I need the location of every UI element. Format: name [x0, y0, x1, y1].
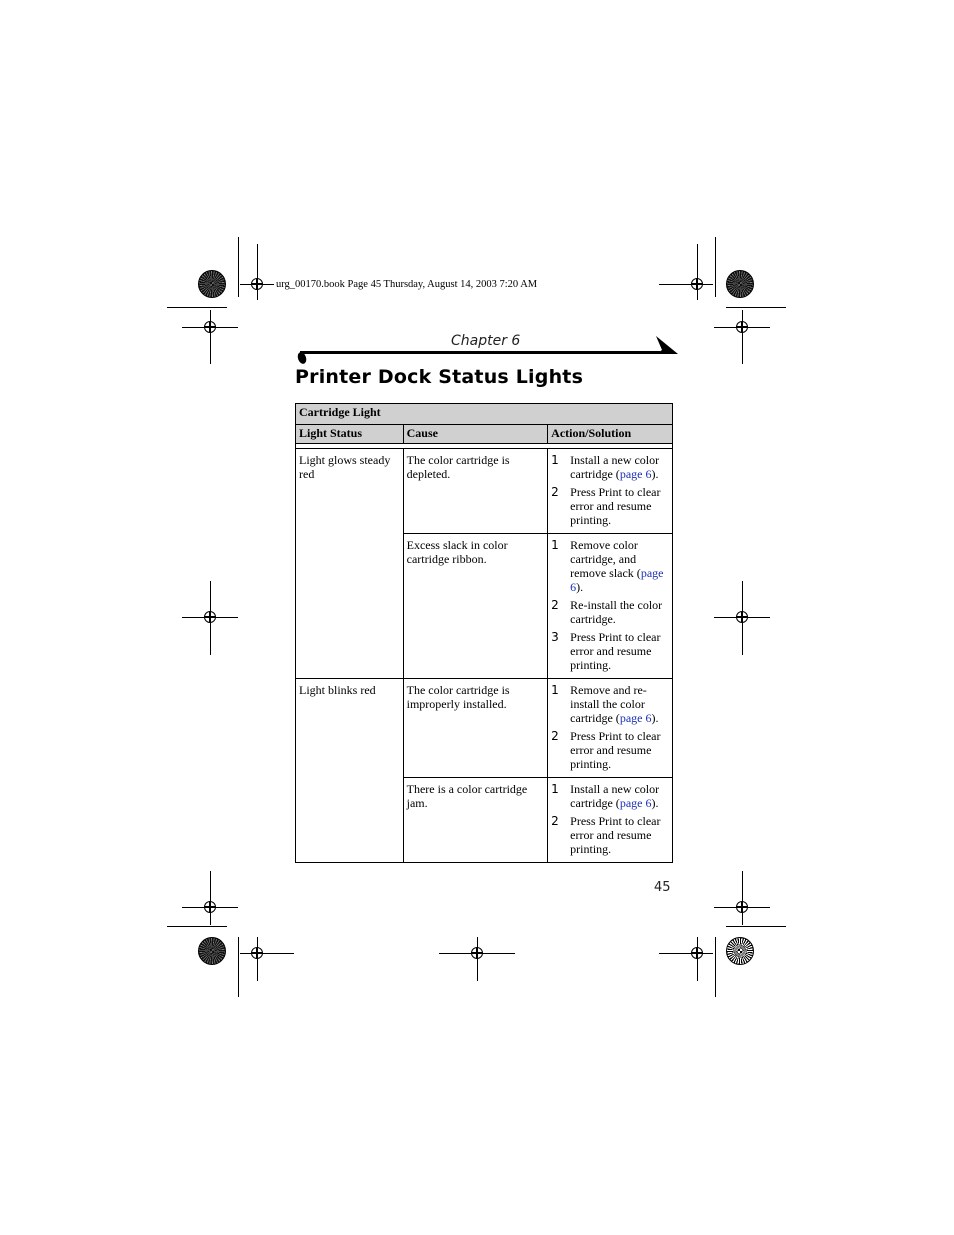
step-number: 2 [551, 598, 559, 612]
step-number: 1 [551, 538, 559, 552]
step-text: Press Print to clear error and resume printing. [570, 485, 661, 527]
list-item [551, 683, 669, 725]
list-item [551, 814, 669, 856]
step-text: Press Print to clear error and resume printing. [570, 814, 661, 856]
chapter-rule [300, 351, 660, 354]
step-number: 2 [551, 729, 559, 743]
status-table [295, 403, 673, 863]
column-header: Light Status [296, 425, 404, 444]
print-slug: urg_00170.book Page 45 Thursday, August 14, 2003 7:20 AM [276, 279, 538, 290]
step-text-end: ). [651, 796, 659, 810]
table-row [296, 449, 673, 534]
table-header-row [296, 425, 673, 444]
page-link[interactable]: page 6 [619, 467, 652, 481]
step-text: Re-install the color cartridge. [570, 598, 663, 626]
list-item [551, 782, 669, 810]
page-number: 45 [654, 880, 671, 895]
list-item [551, 630, 669, 672]
step-number: 2 [551, 485, 559, 499]
page-title: Printer Dock Status Lights [295, 366, 584, 388]
list-item [551, 598, 669, 626]
column-header: Action/Solution [548, 425, 673, 444]
list-item [551, 485, 669, 527]
cause-cell: The color cartridge is depleted. [403, 449, 548, 534]
star-target-icon [198, 937, 226, 965]
step-text: Remove and re-install the color cartridge ( [570, 683, 647, 725]
step-text-end: ). [576, 580, 584, 594]
step-text-end: ). [651, 467, 659, 481]
step-text-end: ). [651, 711, 659, 725]
list-item [551, 453, 669, 481]
chapter-label: Chapter 6 [451, 333, 521, 349]
step-text: Press Print to clear error and resume printing. [570, 630, 661, 672]
step-text: Remove color cartridge, and remove slack ( [570, 538, 641, 580]
column-header: Cause [403, 425, 548, 444]
cause-cell: There is a color cartridge jam. [403, 778, 548, 863]
action-cell [548, 534, 673, 679]
action-cell [548, 449, 673, 534]
light-status-cell: Light glows steady red [296, 449, 404, 679]
table-title: Cartridge Light [296, 404, 673, 425]
table-row [296, 679, 673, 778]
list-item [551, 729, 669, 771]
action-cell [548, 778, 673, 863]
step-text: Install a new color cartridge ( [570, 782, 660, 810]
list-item [551, 538, 669, 594]
cause-cell: The color cartridge is improperly installed. [403, 679, 548, 778]
cause-cell: Excess slack in color cartridge ribbon. [403, 534, 548, 679]
light-status-cell: Light blinks red [296, 679, 404, 863]
action-cell [548, 679, 673, 778]
step-number: 1 [551, 453, 559, 467]
star-target-icon [726, 937, 754, 965]
step-number: 1 [551, 683, 559, 697]
step-number: 2 [551, 814, 559, 828]
page-link[interactable]: page 6 [619, 711, 652, 725]
step-number: 1 [551, 782, 559, 796]
table-title-row [296, 404, 673, 425]
step-text: Install a new color cartridge ( [570, 453, 660, 481]
star-target-icon [726, 270, 754, 298]
star-target-icon [198, 270, 226, 298]
rule-arrow-icon [656, 336, 678, 356]
step-text: Press Print to clear error and resume printing. [570, 729, 661, 771]
page-link[interactable]: page 6 [619, 796, 652, 810]
page-link[interactable]: page 6 [570, 566, 664, 594]
step-number: 3 [551, 630, 559, 644]
